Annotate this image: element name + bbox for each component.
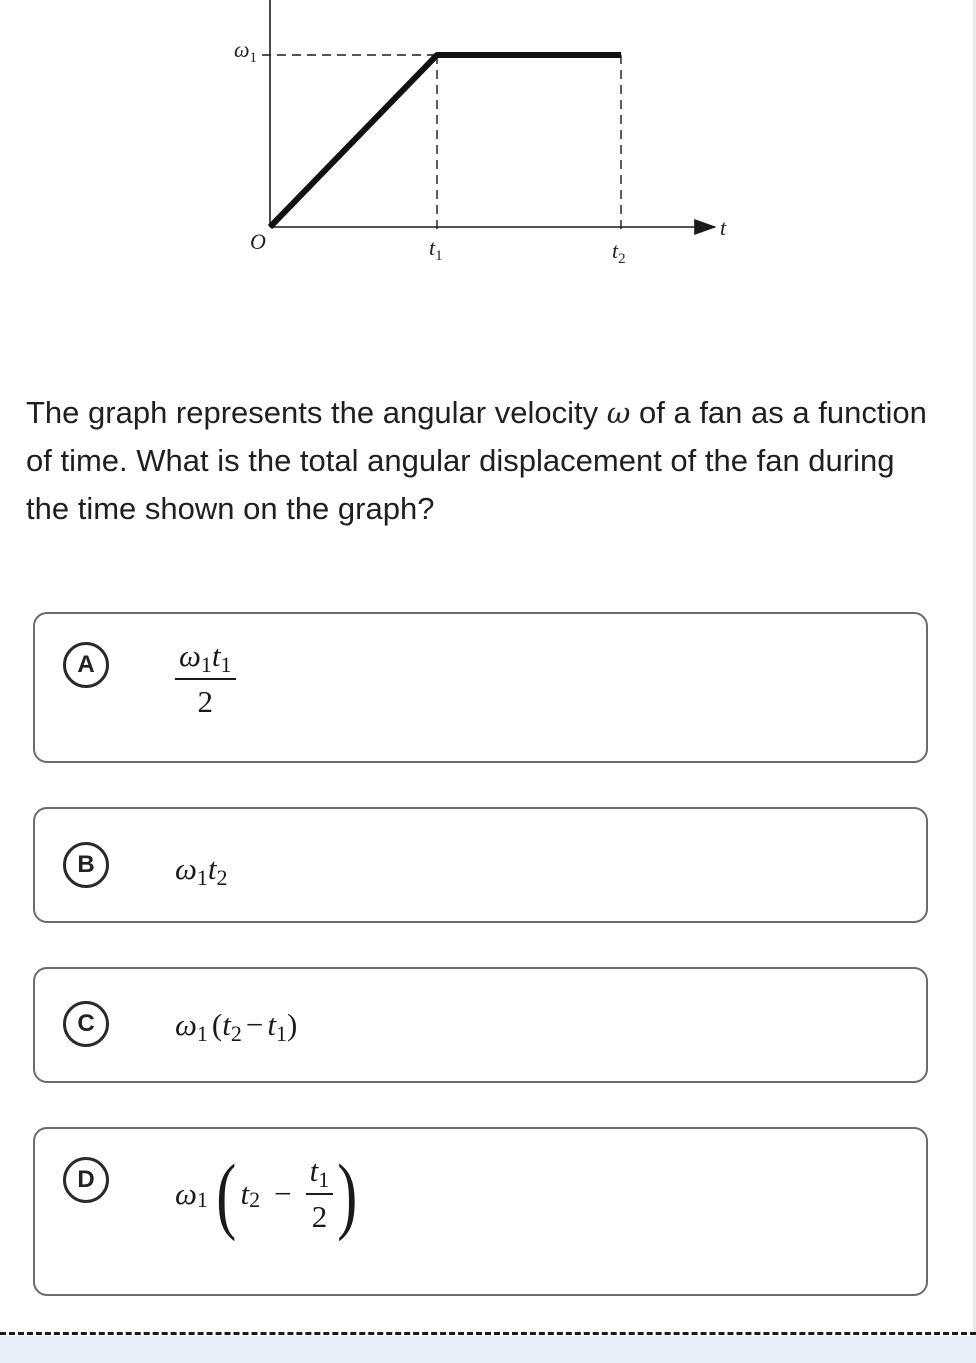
origin-label: O <box>250 229 266 254</box>
tick-label-t1: $t_1$ <box>429 235 443 264</box>
option-letter-a: A <box>63 642 109 688</box>
answer-option-b[interactable] <box>33 807 928 923</box>
answer-option-c[interactable] <box>33 967 928 1083</box>
angular-velocity-graph <box>0 0 976 300</box>
y-axis-label: $\omega_1$ <box>234 37 258 66</box>
option-b-math: ω1t2 <box>175 851 228 890</box>
option-a-math: $\frac{\omega 1t1}{2}$ <box>175 638 236 720</box>
dashed-divider <box>0 1332 976 1335</box>
option-letter-d: D <box>63 1157 109 1203</box>
omega-curve <box>270 55 621 227</box>
question-text: The graph represents the angular velocity ω of a fan as a function of time. What is the total angular displacement of the fan during the time shown on the graph? <box>26 395 927 526</box>
option-d-math: ω1 ( t2 − $\frac{t1}{2}$ ) <box>175 1146 358 1242</box>
option-letter-c: C <box>63 1001 109 1047</box>
bottom-band <box>0 1336 976 1363</box>
option-c-math: ω1 (t2 − t1) <box>175 1007 298 1046</box>
answer-option-d[interactable] <box>33 1127 928 1296</box>
option-letter-b: B <box>63 842 109 888</box>
x-axis-label: t <box>720 215 727 240</box>
tick-label-t2: $t_2$ <box>612 238 626 267</box>
answer-option-a[interactable] <box>33 612 928 763</box>
